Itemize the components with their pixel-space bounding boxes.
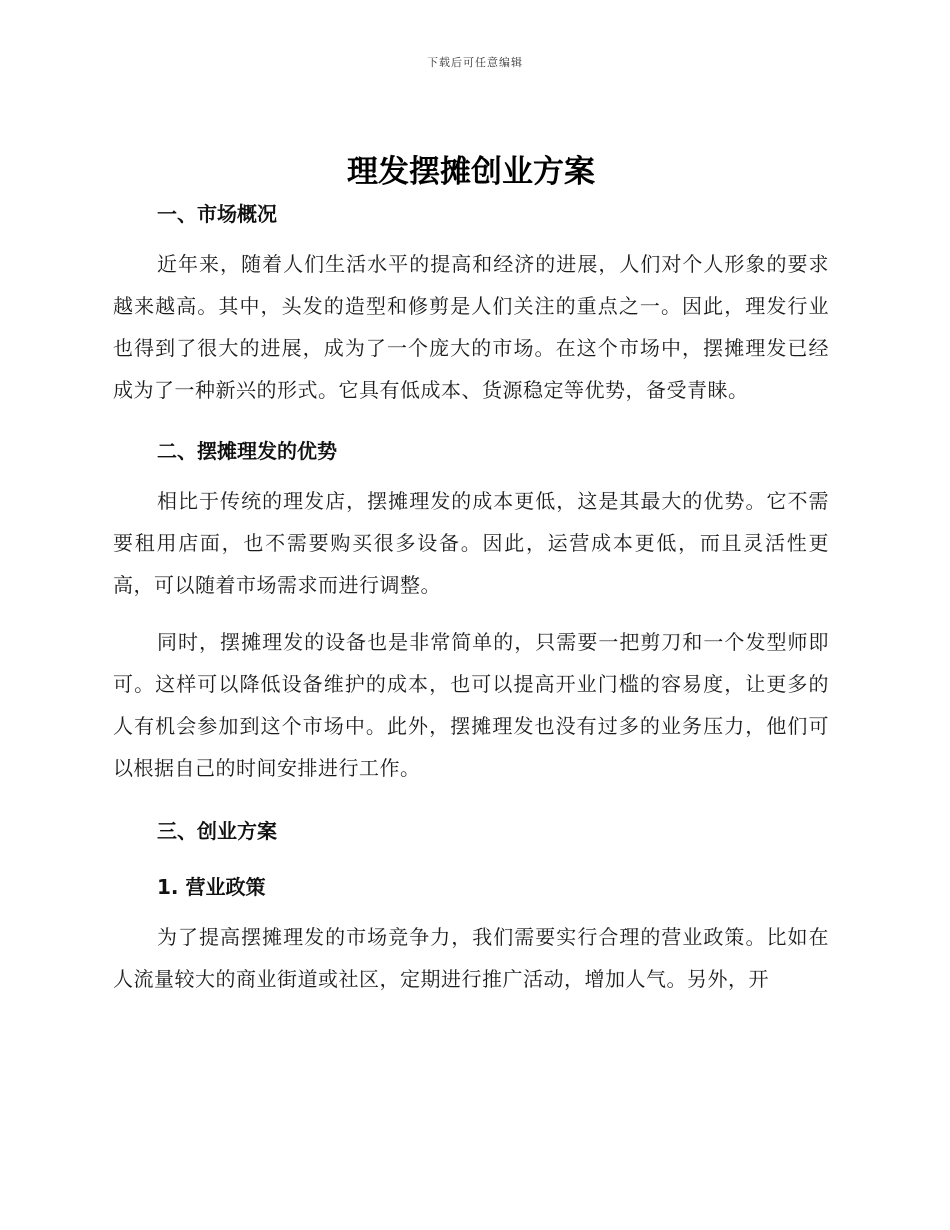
spacer xyxy=(113,789,829,817)
page-header-note: 下载后可任意编辑 xyxy=(427,56,523,69)
paragraph-advantages-1: 相比于传统的理发店，摆摊理发的成本更低，这是其最大的优势。它不需要租用店面，也不需要购买很多设备。因此，运营成本更低，而且灵活性更高，可以随着市场需求而进行调整。 xyxy=(113,489,829,597)
section-heading-plan: 三、创业方案 xyxy=(157,819,277,843)
document-title: 理发摆摊创业方案 xyxy=(347,154,595,190)
sub-heading-business-policy: 1. 营业政策 xyxy=(157,875,266,899)
paragraph-business-policy: 为了提高摆摊理发的市场竞争力，我们需要实行合理的营业政策。比如在人流量较大的商业街道或社区，定期进行推广活动，增加人气。另外，开 xyxy=(113,925,829,991)
spacer xyxy=(113,901,829,916)
section-heading-market: 一、市场概况 xyxy=(157,202,277,226)
spacer xyxy=(113,228,829,243)
paragraph-market: 近年来，随着人们生活水平的提高和经济的进展，人们对个人形象的要求越来越高。其中，头发的造型和修剪是人们关注的重点之一。因此，理发行业也得到了很大的进展，成为了一个庞大的市场。在这个市场中，摆摊理发已经成为了一种新兴的形式。它具有低成本、货源稳定等优势，备受青睐。 xyxy=(113,252,829,402)
spacer xyxy=(113,606,829,621)
paragraph-advantages-2: 同时，摆摊理发的设备也是非常简单的，只需要一把剪刀和一个发型师即可。这样可以降低设备维护的成本，也可以提高开业门槛的容易度，让更多的人有机会参加到这个市场中。此外，摆摊理发也没有过多的业务压力，他们可以根据自己的时间安排进行工作。 xyxy=(113,630,829,780)
spacer xyxy=(113,465,829,480)
spacer xyxy=(113,411,829,437)
document-body xyxy=(113,150,829,1000)
section-heading-advantages: 二、摆摊理发的优势 xyxy=(157,439,337,463)
spacer xyxy=(113,845,829,873)
